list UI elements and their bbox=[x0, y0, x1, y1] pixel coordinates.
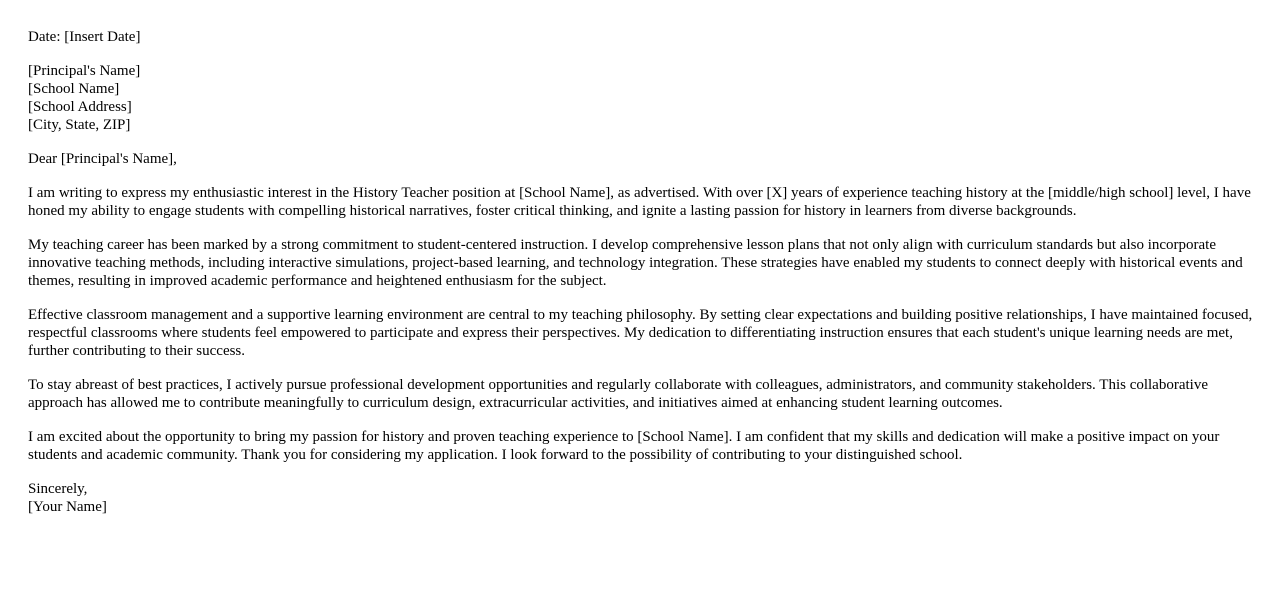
body-paragraph-5: I am excited about the opportunity to bring my passion for history and proven teaching experience to [School Name]. I am confident that my skills and dedication will make a positive impact on your students and academic community. Thank you for considering my application. I look forward to the possibility of contributing to your distinguished school. bbox=[28, 429, 1220, 463]
body-paragraph-2: My teaching career has been marked by a strong commitment to student-centered instruction. I develop comprehensive lesson plans that not only align with curriculum standards but also incorporate innovative teaching methods, including interactive simulations, project-based learning, and technology integration. These strategies have enabled my students to connect deeply with historical events and themes, resulting in improved academic performance and heightened enthusiasm for the subject. bbox=[28, 237, 1243, 289]
date-line: Date: [Insert Date] bbox=[28, 29, 141, 45]
body-paragraph-3: Effective classroom management and a supportive learning environment are central to my teaching philosophy. By setting clear expectations and building positive relationships, I have maintained focused, respectful classrooms where students feel empowered to participate and express their perspectives. My dedication to differentiating instruction ensures that each student's unique learning needs are met, further contributing to their success. bbox=[28, 307, 1253, 359]
recipient-address-line: [School Address] bbox=[28, 99, 132, 115]
sign-off bbox=[28, 480, 1256, 516]
recipient-address bbox=[28, 62, 1256, 134]
closing: Sincerely, bbox=[28, 481, 88, 497]
salutation: Dear [Principal's Name], bbox=[28, 151, 177, 167]
recipient-school: [School Name] bbox=[28, 81, 120, 97]
body-paragraph-4: To stay abreast of best practices, I actively pursue professional development opportunities and regularly collaborate with colleagues, administrators, and community stakeholders. This collaborative approach has allowed me to contribute meaningfully to curriculum design, extracurricular activities, and initiatives aimed at enhancing student learning outcomes. bbox=[28, 377, 1208, 411]
recipient-city-state-zip: [City, State, ZIP] bbox=[28, 117, 131, 133]
recipient-name: [Principal's Name] bbox=[28, 63, 141, 79]
cover-letter bbox=[28, 28, 1256, 532]
signature: [Your Name] bbox=[28, 499, 107, 515]
body-paragraph-1: I am writing to express my enthusiastic interest in the History Teacher position at [School Name], as advertised. With over [X] years of experience teaching history at the [middle/high school] level, I have honed my ability to engage students with compelling historical narratives, foster critical thinking, and ignite a lasting passion for history in learners from diverse backgrounds. bbox=[28, 185, 1251, 219]
